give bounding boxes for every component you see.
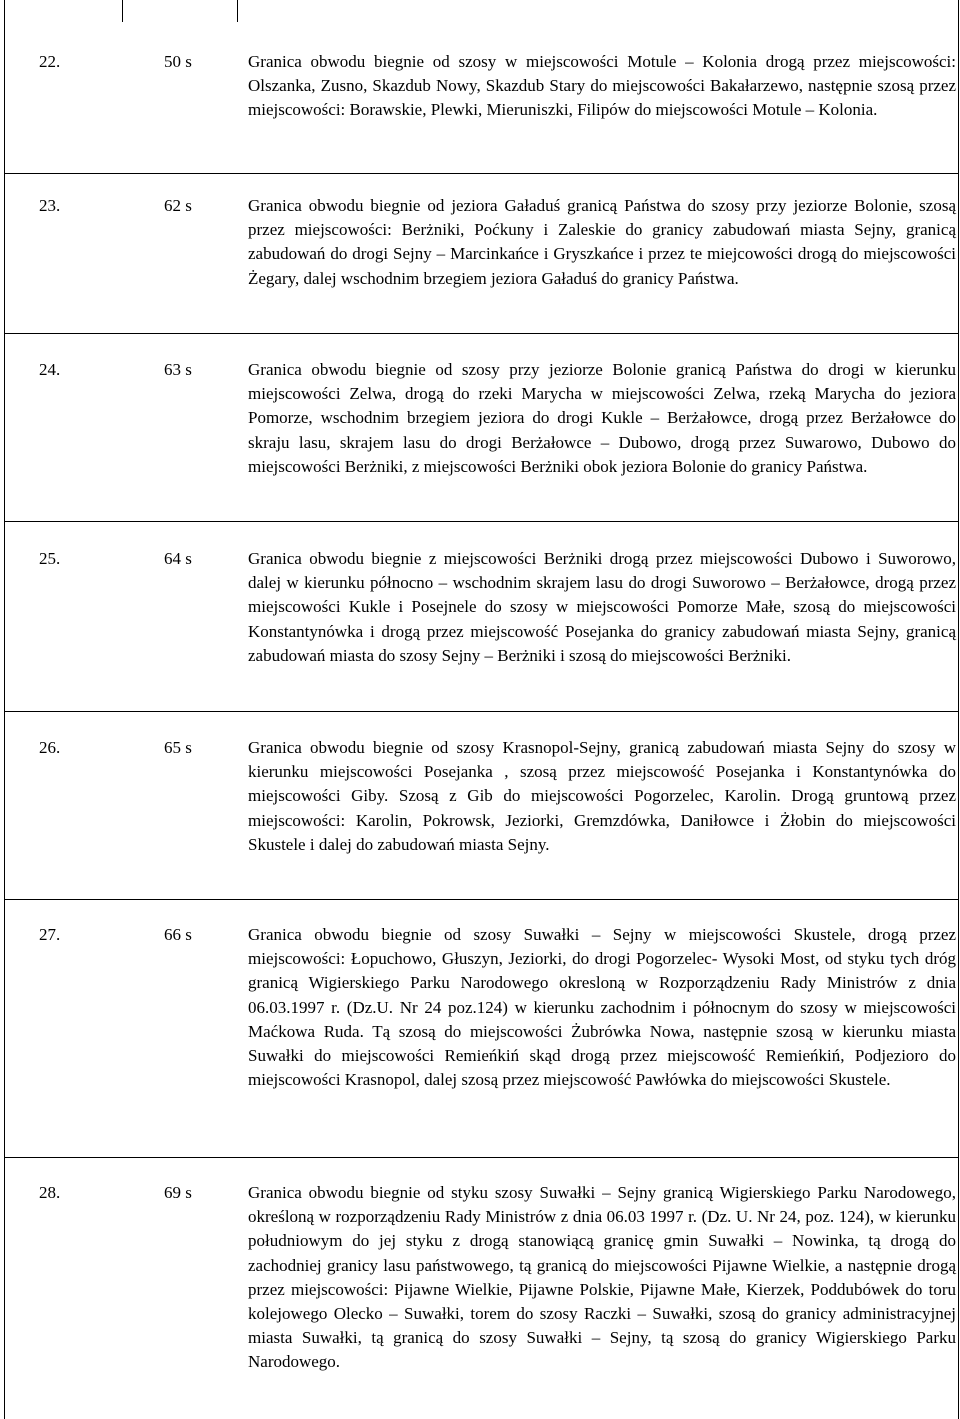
entry-code: 69 s (164, 1183, 192, 1202)
entry-description: Granica obwodu biegnie z miejscowości Berżniki drogą przez miejscowości Dubowo i Suworowo, dalej w kierunku północno – wschodnim skrajem lasu do drogi Suworowo – Berżałowce, drogą przez miejscowości Kukle i Posejnele do szosy w miejscowości Pomorze Małe, szosą do miejscowości Konstantynówka i drogą przez miejscowość Posejanka do granicy zabudowań miasta Sejny, granicą zabudowań miasta do szosy Sejny – Berżniki i szosą do miejscowości Berżniki. (248, 549, 956, 665)
entry-code: 65 s (164, 738, 192, 757)
table-row (4, 712, 959, 900)
entry-description: Granica obwodu biegnie od szosy przy jeziorze Bolonie granicą Państwa do drogi w kierunku miejscowości Zelwa, drogą do rzeki Marycha w miejscowości Zelwa, rzeką Marycha do jeziora Pomorze, wschodnim brzegiem jeziora do drogi Kukle – Berżałowce, drogą przez Berżałowce do skraju lasu, skrajem lasu do drogi Berżałowce – Dubowo, drogą przez Suwarowo, Dubowo do miejscowości Berżniki, z miejscowości Berżniki obok jeziora Bolonie do granicy Państwa. (248, 360, 956, 476)
entry-number: 23. (39, 196, 61, 215)
entry-number: 27. (39, 925, 61, 944)
entry-number: 24. (39, 360, 61, 379)
entry-number: 22. (39, 52, 61, 71)
entry-code: 64 s (164, 549, 192, 568)
table-row (4, 334, 959, 522)
entry-code: 63 s (164, 360, 192, 379)
entry-number: 26. (39, 738, 61, 757)
entry-description: Granica obwodu biegnie od szosy Krasnopol-Sejny, granicą zabudowań miasta Sejny do szosy w kierunku miejscowości Posejanka , szosą przez miejscowość Posejanka i Konstantynówka do miejscowości Giby. Szosą z Gib do miejscowości Pogorzelec, Karolin. Drogą gruntową przez miejscowości: Karolin, Pokrowsk, Jeziorki, Gremzdówka, Daniłowce i Żłobin do miejscowości Skustele i dalej do zabudowań miasta Sejny. (248, 738, 956, 854)
table-row (4, 522, 959, 712)
entry-description: Granica obwodu biegnie od styku szosy Suwałki – Sejny granicą Wigierskiego Parku Narodowego, określoną w rozporządzeniu Rady Ministrów z dnia 06.03 1997 r. (Dz. U. Nr 24, poz. 124), w kierunku południowym do jej styku z drogą stanowiącą granicę gmin Suwałki – Nowinka, tą drogą do zachodniej granicy lasu państwowego, tą granicą do miejscowości Pijawne Wielkie, a następnie drogą przez miejscowości: Pijawne Wielkie, Pijawne Polskie, Pijawne Małe, Kierzek, Poddubówek do toru kolejowego Olecko – Suwałki, torem do szosy Raczki – Suwałki, szosą do granicy administracyjnej miasta Suwałki, tą granicą do szosy Suwałki – Sejny, tą szosą do granicy Wigierskiego Parku Narodowego. (248, 1183, 956, 1372)
entry-description: Granica obwodu biegnie od szosy w miejscowości Motule – Kolonia drogą przez miejscowości: Olszanka, Zusno, Skazdub Nowy, Skazdub Stary do miejscowości Bakałarzewo, następnie szosą przez miejscowości: Borawskie, Plewki, Mieruniszki, Filipów do miejscowości Motule – Kolonia. (248, 52, 956, 120)
entry-description: Granica obwodu biegnie od jeziora Gaładuś granicą Państwa do szosy przy jeziorze Bolonie, szosą przez miejscowości: Berżniki, Poćkuny i Zaleskie do granicy zabudowań miasta Sejny, granicą zabudowań do drogi Sejny – Marcinkańce i Gryszkańce i przez te miejcowości drogą do miejscowości Żegary, dalej wschodnim brzegiem jeziora Gaładuś do granicy Państwa. (248, 196, 956, 288)
table-row (4, 1158, 959, 1419)
table-row (4, 0, 959, 174)
entry-code: 50 s (164, 52, 192, 71)
entry-code: 66 s (164, 925, 192, 944)
entry-code: 62 s (164, 196, 192, 215)
table-row (4, 174, 959, 334)
entry-number: 25. (39, 549, 61, 568)
table-row (4, 900, 959, 1158)
entry-number: 28. (39, 1183, 61, 1202)
entry-description: Granica obwodu biegnie od szosy Suwałki – Sejny w miejscowości Skustele, drogą przez miejscowości: Łopuchowo, Głuszyn, Jeziorki, do drogi Pogorzelec- Wysoki Most, od styku tych dróg granicą Wigierskiego Parku Narodowego okresloną w Rozporządzeniu Rady Ministrów z dnia 06.03.1997 r. (Dz.U. Nr 24 poz.124) w kierunku zachodnim i północnym do szosy w miejscowości Maćkowa Ruda. Tą szosą do miejscowości Żubrówka Nowa, następnie szosą w kierunku miasta Suwałki do miejscowości Remieńkiń skąd drogą przez miejscowość Remieńkiń, Podjezioro do miejscowości Krasnopol, dalej szosą przez miejscowość Pawłówka do miejscowości Skustele. (248, 925, 956, 1090)
